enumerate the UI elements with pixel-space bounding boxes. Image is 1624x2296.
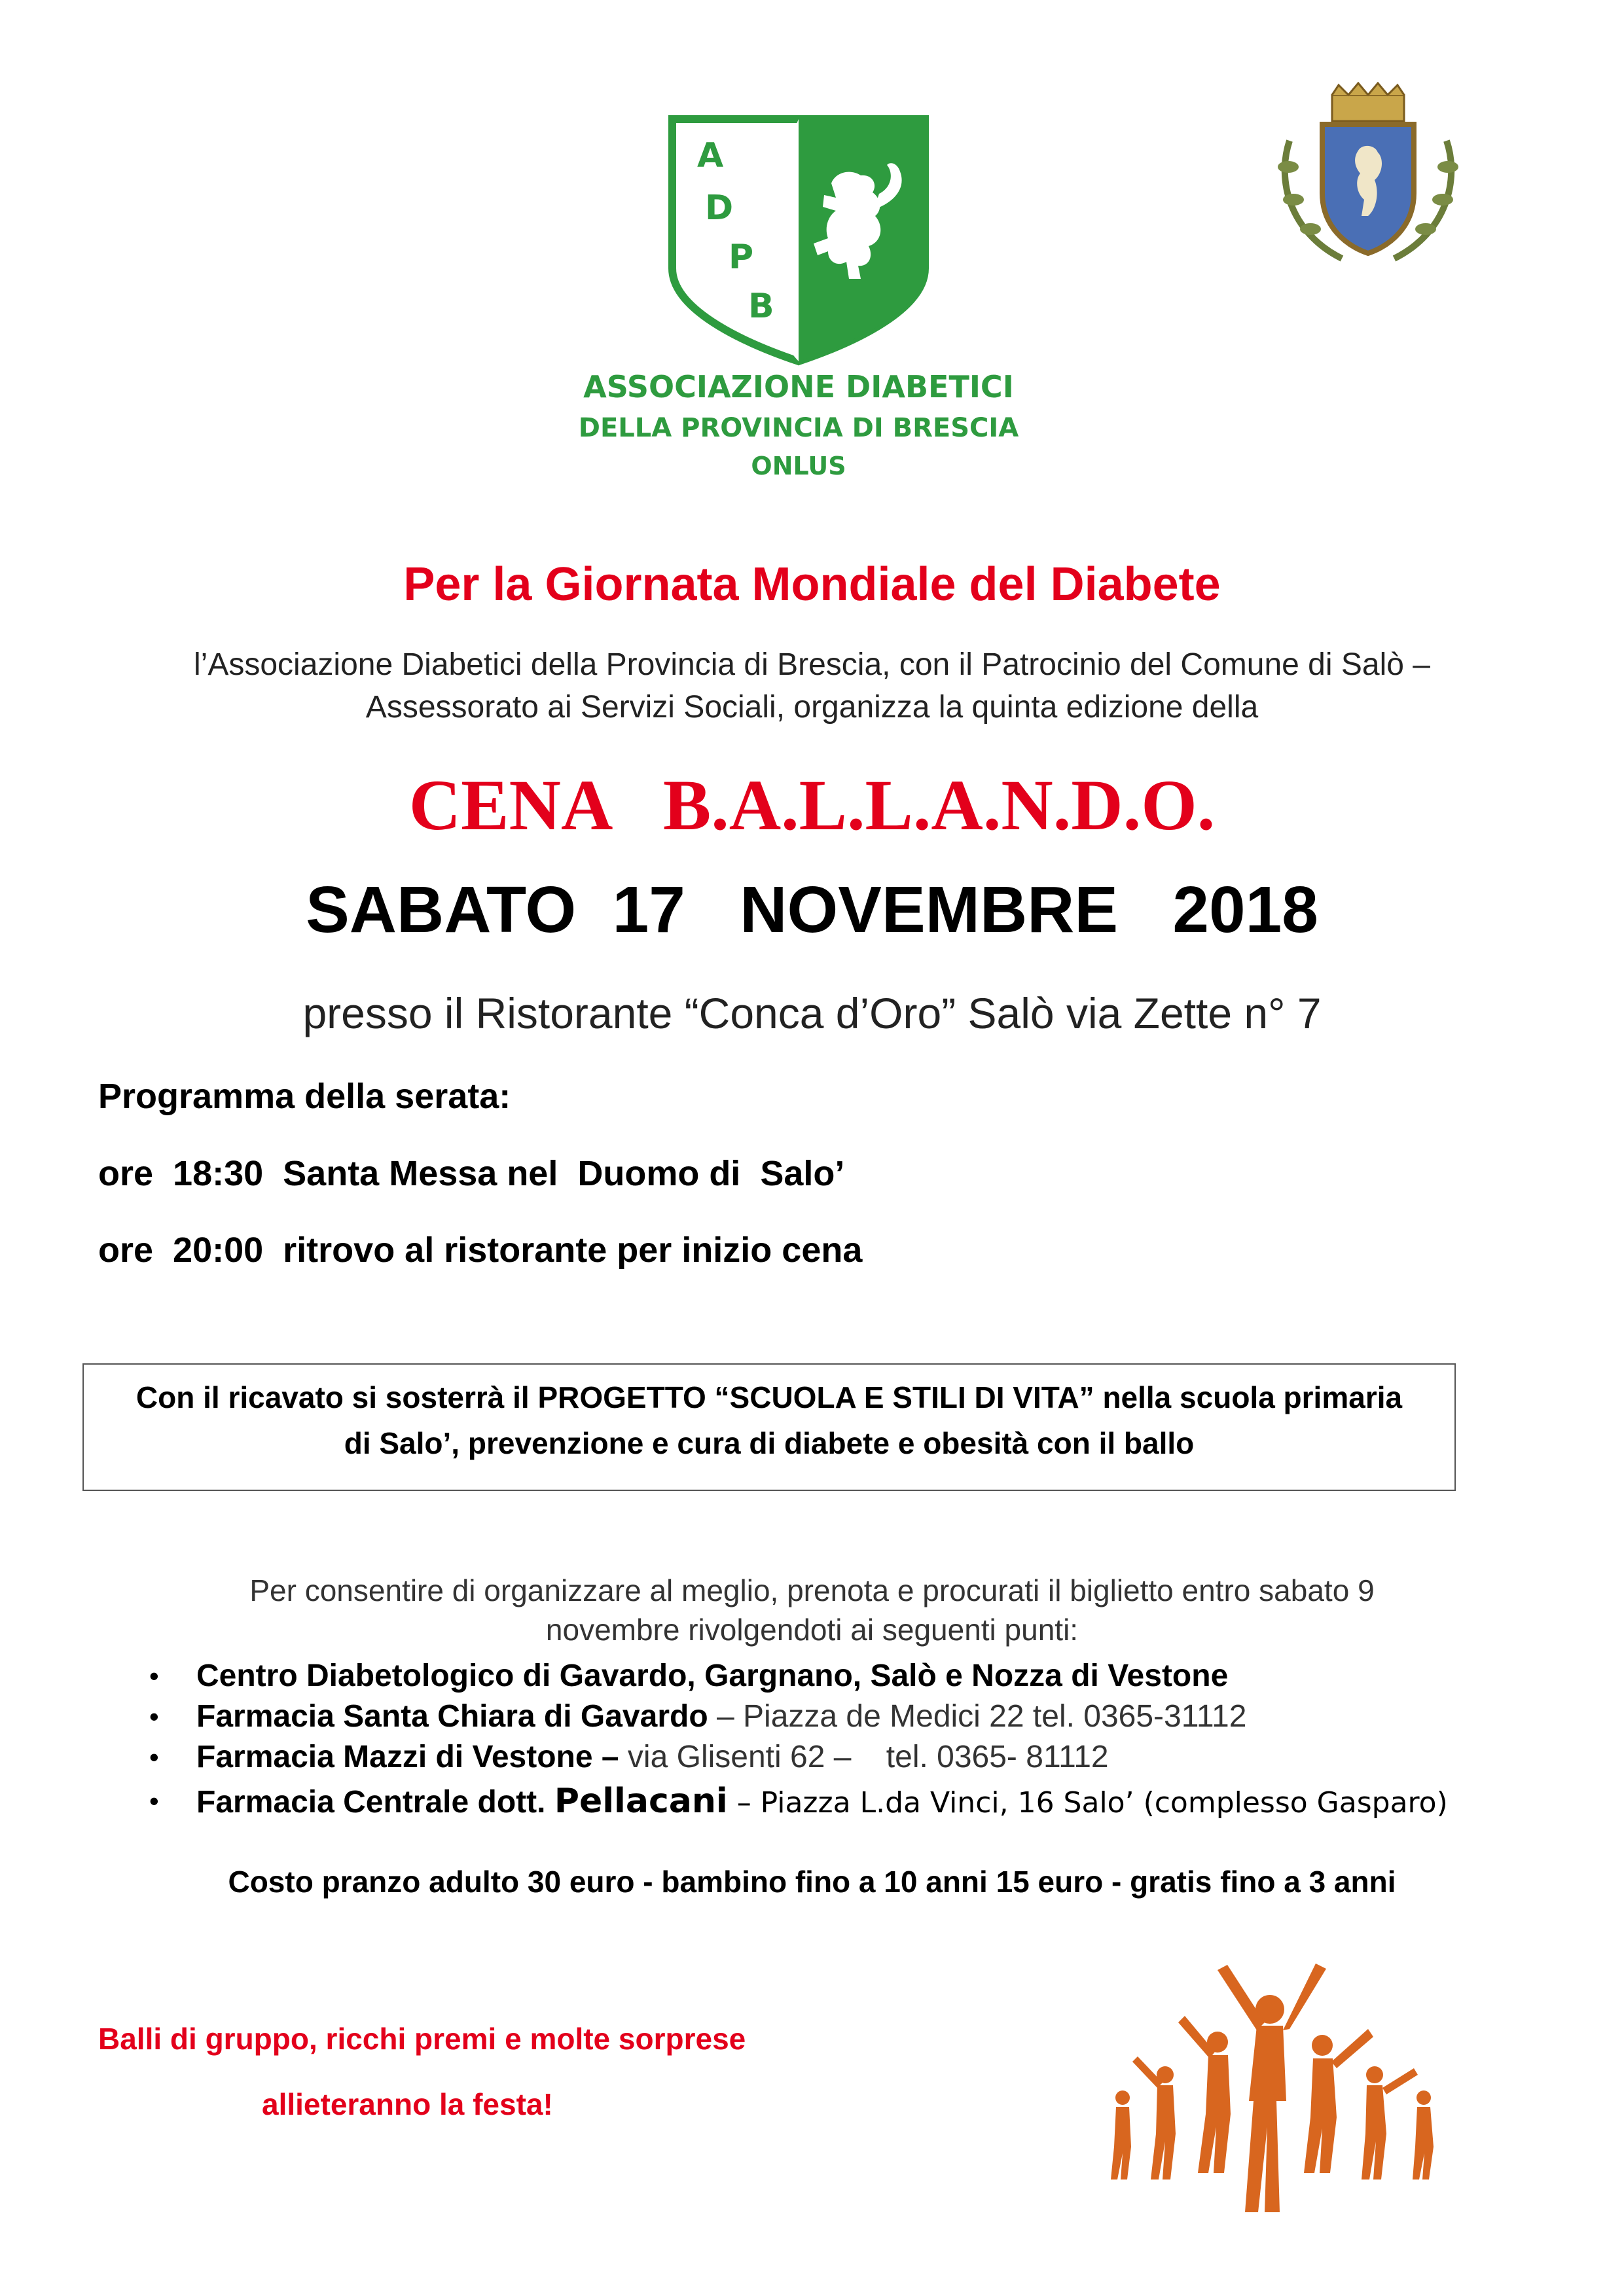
program-title: Programma della serata: <box>98 1077 511 1116</box>
point-details: – Piazza de Medici 22 tel. 0365-31112 <box>708 1699 1247 1734</box>
point-name-surname: Pellacani <box>554 1782 728 1821</box>
point-details: via Glisenti 62 – tel. 0365- 81112 <box>619 1740 1109 1774</box>
closing-line1: Balli di gruppo, ricchi premi e molte sorprese <box>98 2022 746 2056</box>
intro-line2: Assessorato ai Servizi Sociali, organizza la quinta edizione della <box>365 690 1259 725</box>
project-line1: Con il ricavato si sosterrà il PROGETTO “SCUOLA E STILI DI VITA” nella scuola primaria <box>135 1380 1403 1414</box>
project-line2: di Salo’, prevenzione e cura di diabete e obesità con il ballo <box>344 1426 1195 1460</box>
association-name-line3: ONLUS <box>751 452 846 480</box>
booking-point <box>151 1778 1448 1825</box>
shield-letter-p: P <box>729 238 754 277</box>
shield-letter-d: D <box>705 188 734 228</box>
program-item-mass: ore 18:30 Santa Messa nel Duomo di Salo’ <box>98 1154 845 1193</box>
point-name: Centro Diabetologico di Gavardo, Gargnano, Salò e Nozza di Vestone <box>196 1659 1229 1693</box>
point-name: Farmacia Mazzi di Vestone – <box>196 1740 619 1774</box>
main-heading: Per la Giornata Mondiale del Diabete <box>403 558 1221 611</box>
program-item-dinner: ore 20:00 ritrovo al ristorante per inizio cena <box>98 1230 863 1270</box>
association-name-line2: DELLA PROVINCIA DI BRESCIA <box>578 413 1019 443</box>
dancing-people-icon <box>1093 1957 1460 2219</box>
shield-letter-a: A <box>697 136 724 175</box>
association-name-line1: ASSOCIAZIONE DIABETICI <box>583 369 1014 404</box>
point-name: Farmacia Centrale dott. <box>196 1785 554 1820</box>
booking-line1: Per consentire di organizzare al meglio, prenota e procurati il biglietto entro sabato 9 <box>249 1573 1375 1607</box>
booking-line2: novembre rivolgendoti ai seguenti punti: <box>545 1613 1079 1647</box>
booking-point <box>151 1737 1448 1778</box>
prices: Costo pranzo adulto 30 euro - bambino fino a 10 anni 15 euro - gratis fino a 3 anni <box>228 1865 1396 1899</box>
shield-letter-b: B <box>748 287 774 326</box>
point-name: Farmacia Santa Chiara di Gavardo <box>196 1699 708 1734</box>
venue-address: presso il Ristorante “Conca d’Oro” Salò via Zette n° 7 <box>302 989 1322 1037</box>
municipal-crest-icon <box>1270 82 1466 272</box>
adpb-shield-logo <box>664 111 933 367</box>
booking-points-list <box>151 1656 1448 1825</box>
event-title: CENA B.A.L.L.A.N.D.O. <box>408 765 1216 845</box>
event-date: SABATO 17 NOVEMBRE 2018 <box>306 873 1318 946</box>
intro-line1: l’Associazione Diabetici della Provincia di Brescia, con il Patrocinio del Comune di Salò – <box>194 647 1430 682</box>
point-details: – Piazza L.da Vinci, 16 Salo’ (complesso Gasparo) <box>727 1786 1448 1820</box>
booking-point <box>151 1696 1448 1737</box>
booking-point <box>151 1656 1448 1696</box>
closing-line2: allieteranno la festa! <box>262 2087 553 2121</box>
